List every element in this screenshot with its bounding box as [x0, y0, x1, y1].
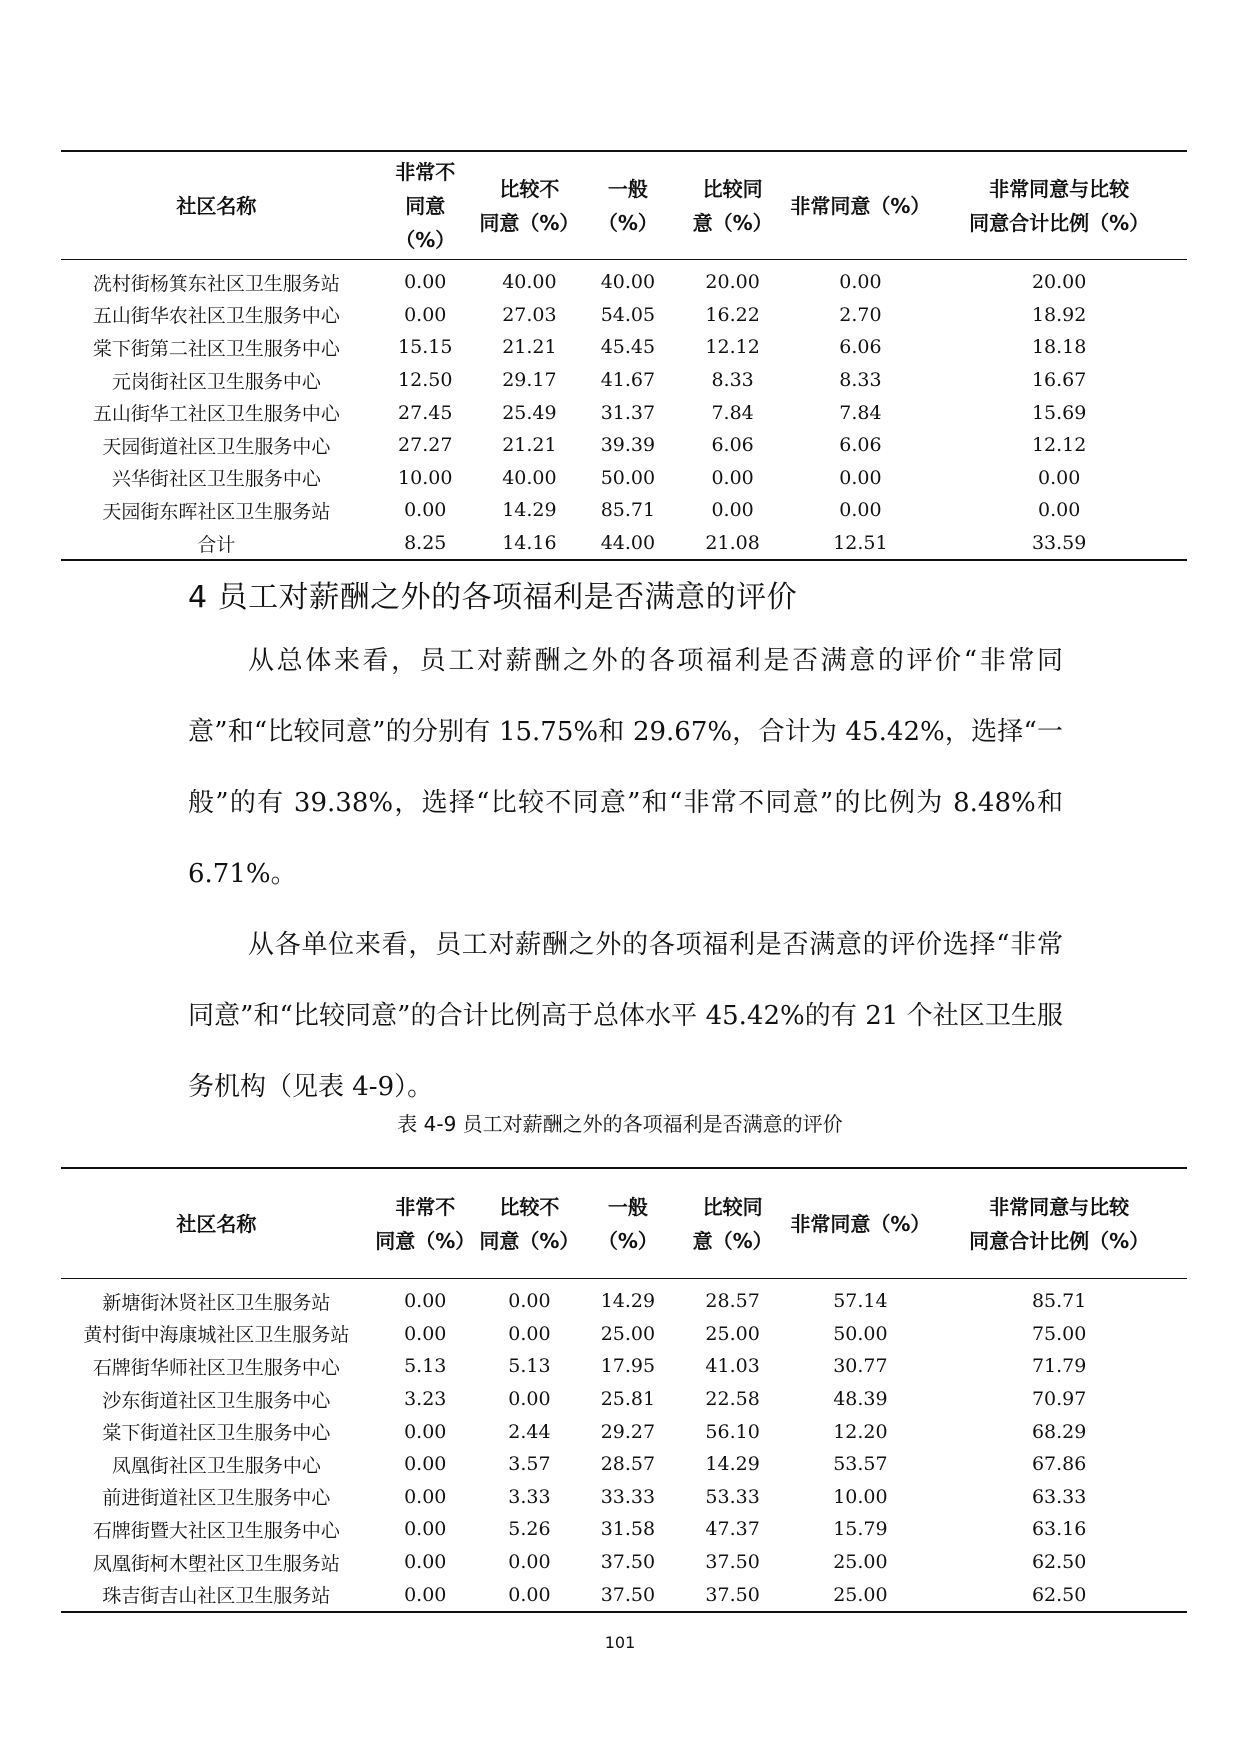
percent-cell: 7.84 [839, 401, 882, 424]
community-name-cell: 凤凰街柯木塱社区卫生服务站 [92, 1552, 340, 1575]
percent-cell: 63.33 [1031, 1485, 1087, 1508]
percent-cell: 27.27 [398, 434, 453, 457]
column-header: 社区名称 [176, 1211, 257, 1236]
table-row [61, 331, 1187, 364]
community-name-cell: 凤凰街社区卫生服务中心 [111, 1454, 321, 1477]
community-name-cell: 石牌街华师社区卫生服务中心 [92, 1356, 340, 1379]
table-row [61, 1415, 1187, 1448]
column-header: 一般 （%） [597, 176, 658, 235]
percent-cell: 10.00 [833, 1485, 888, 1508]
percent-cell: 40.00 [502, 466, 557, 489]
percent-cell: 16.67 [1031, 369, 1087, 392]
percent-cell: 5.13 [404, 1355, 447, 1378]
percent-cell: 37.50 [600, 1551, 656, 1574]
column-header: 一般 （%） [597, 1194, 658, 1253]
percent-cell: 5.26 [508, 1518, 551, 1541]
section-heading: 4 员工对薪酬之外的各项福利是否满意的评价 [188, 580, 798, 615]
percent-cell: 8.33 [839, 369, 882, 392]
percent-cell: 0.00 [711, 499, 754, 522]
percent-cell: 14.29 [705, 1453, 760, 1476]
percent-cell: 2.70 [839, 303, 882, 326]
percent-cell: 0.00 [711, 466, 754, 489]
community-name-cell: 五山街华农社区卫生服务中心 [92, 305, 340, 328]
percent-cell: 85.71 [1031, 1290, 1087, 1313]
percent-cell: 29.17 [502, 369, 557, 392]
percent-cell: 0.00 [404, 1420, 447, 1443]
percent-cell: 40.00 [600, 271, 656, 294]
column-header: 社区名称 [176, 193, 257, 218]
community-name-cell: 沙东街道社区卫生服务中心 [102, 1389, 331, 1412]
percent-cell: 16.22 [705, 303, 760, 326]
percent-cell: 0.00 [508, 1388, 551, 1411]
percent-cell: 0.00 [404, 1485, 447, 1508]
percent-cell: 25.00 [833, 1583, 888, 1606]
table-row [61, 462, 1187, 495]
table-row [61, 1578, 1187, 1612]
percent-cell: 33.59 [1031, 532, 1087, 555]
percent-cell: 0.00 [839, 499, 882, 522]
percent-cell: 6.06 [711, 434, 754, 457]
percent-cell: 0.00 [404, 1453, 447, 1476]
column-header: 非常同意与比较 同意合计比例（%） [969, 1194, 1150, 1253]
percent-cell: 0.00 [508, 1583, 551, 1606]
percent-cell: 0.00 [404, 1290, 447, 1313]
community-name-cell: 石牌街暨大社区卫生服务中心 [92, 1519, 340, 1542]
community-name-cell: 新塘街沐贤社区卫生服务站 [102, 1291, 331, 1314]
percent-cell: 45.45 [600, 336, 656, 359]
percent-cell: 18.92 [1031, 303, 1087, 326]
percent-cell: 3.57 [508, 1453, 551, 1476]
percent-cell: 21.21 [502, 336, 557, 359]
table-row [61, 429, 1187, 462]
percent-cell: 62.50 [1031, 1583, 1087, 1606]
percent-cell: 12.50 [398, 369, 453, 392]
table-row [61, 1279, 1187, 1318]
percent-cell: 20.00 [1031, 271, 1087, 294]
percent-cell: 28.57 [600, 1453, 656, 1476]
data-table-1 [61, 150, 1187, 561]
percent-cell: 31.37 [600, 401, 656, 424]
community-name-cell: 兴华街社区卫生服务中心 [111, 468, 321, 491]
table-row [61, 1513, 1187, 1546]
percent-cell: 15.15 [398, 336, 453, 359]
percent-cell: 8.33 [711, 369, 754, 392]
percent-cell: 5.13 [508, 1355, 551, 1378]
community-name-cell: 棠下街第二社区卫生服务中心 [92, 337, 340, 360]
data-table-2 [61, 1167, 1187, 1613]
community-name-cell: 合计 [197, 533, 236, 556]
percent-cell: 41.67 [600, 369, 656, 392]
percent-cell: 0.00 [404, 303, 447, 326]
table-row [61, 396, 1187, 429]
percent-cell: 27.45 [398, 401, 453, 424]
table-row [61, 494, 1187, 527]
community-name-cell: 前进街道社区卫生服务中心 [102, 1487, 331, 1510]
column-header: 非常同意与比较 同意合计比例（%） [969, 176, 1150, 235]
percent-cell: 62.50 [1031, 1551, 1087, 1574]
percent-cell: 0.00 [508, 1290, 551, 1313]
percent-cell: 37.50 [600, 1583, 656, 1606]
community-name-cell: 黄村街中海康城社区卫生服务站 [83, 1324, 350, 1347]
table-row [61, 1383, 1187, 1416]
column-header: 比较同 意（%） [692, 176, 773, 235]
percent-cell: 50.00 [600, 466, 656, 489]
table-body [61, 260, 1187, 561]
percent-cell: 6.06 [839, 434, 882, 457]
percent-cell: 68.29 [1031, 1420, 1087, 1443]
percent-cell: 15.69 [1031, 401, 1087, 424]
percent-cell: 44.00 [600, 532, 656, 555]
percent-cell: 30.77 [833, 1355, 888, 1378]
percent-cell: 3.33 [508, 1485, 551, 1508]
percent-cell: 12.12 [1031, 434, 1087, 457]
percent-cell: 40.00 [502, 271, 557, 294]
community-name-cell: 珠吉街吉山社区卫生服务站 [102, 1585, 331, 1608]
percent-cell: 54.05 [600, 303, 656, 326]
percent-cell: 21.08 [705, 532, 760, 555]
table-caption: 表 4-9 员工对薪酬之外的各项福利是否满意的评价 [397, 1112, 843, 1136]
column-header: 非常不 同意（%） [375, 1194, 476, 1253]
percent-cell: 0.00 [1038, 499, 1081, 522]
community-name-cell: 元岗街社区卫生服务中心 [111, 370, 321, 393]
community-name-cell: 天园街道社区卫生服务中心 [102, 435, 331, 458]
percent-cell: 63.16 [1031, 1518, 1087, 1541]
percent-cell: 21.21 [502, 434, 557, 457]
percent-cell: 28.57 [705, 1290, 760, 1313]
column-header: 比较不 同意（%） [479, 1194, 580, 1253]
percent-cell: 25.00 [833, 1551, 888, 1574]
percent-cell: 25.00 [705, 1322, 760, 1345]
table-header-row [61, 1168, 1187, 1279]
percent-cell: 29.27 [600, 1420, 656, 1443]
percent-cell: 0.00 [404, 1551, 447, 1574]
percent-cell: 14.29 [600, 1290, 656, 1313]
percent-cell: 2.44 [508, 1420, 551, 1443]
percent-cell: 0.00 [1038, 466, 1081, 489]
percent-cell: 12.51 [833, 532, 888, 555]
table-row [61, 260, 1187, 299]
percent-cell: 25.49 [502, 401, 557, 424]
percent-cell: 25.81 [600, 1388, 656, 1411]
paragraph-overall: 从总体来看，员工对薪酬之外的各项福利是否满意的评价“非常同意”和“比较同意”的分别有 15.75%和 29.67%，合计为 45.42%，选择“一般”的有 39.38%，选择“比较不同意”和“非常不同意”的比例为 8.48%和 6.71%。 [188, 646, 1063, 889]
table-row [61, 364, 1187, 397]
percent-cell: 39.39 [600, 434, 656, 457]
percent-cell: 0.00 [508, 1322, 551, 1345]
percent-cell: 48.39 [833, 1388, 888, 1411]
table-row [61, 1481, 1187, 1514]
percent-cell: 10.00 [398, 466, 453, 489]
percent-cell: 14.16 [502, 532, 557, 555]
percent-cell: 41.03 [705, 1355, 760, 1378]
percent-cell: 12.20 [833, 1420, 888, 1443]
percent-cell: 0.00 [404, 1322, 447, 1345]
paragraph-by-unit: 从各单位来看，员工对薪酬之外的各项福利是否满意的评价选择“非常同意”和“比较同意”的合计比例高于总体水平 45.42%的有 21 个社区卫生服务机构（见表 4-9）。 [188, 930, 1063, 1102]
percent-cell: 71.79 [1031, 1355, 1087, 1378]
percent-cell: 7.84 [711, 401, 754, 424]
table-row [61, 1546, 1187, 1579]
percent-cell: 57.14 [833, 1290, 888, 1313]
community-name-cell: 五山街华工社区卫生服务中心 [92, 403, 340, 426]
page-number: 101 [604, 1633, 636, 1652]
percent-cell: 50.00 [833, 1322, 888, 1345]
community-name-cell: 天园街东晖社区卫生服务站 [102, 500, 331, 523]
percent-cell: 0.00 [404, 499, 447, 522]
column-header: 非常不 同意 （%） [395, 159, 456, 252]
percent-cell: 53.33 [705, 1485, 760, 1508]
percent-cell: 15.79 [833, 1518, 888, 1541]
percent-cell: 18.18 [1031, 336, 1087, 359]
table-header-row [61, 151, 1187, 260]
percent-cell: 70.97 [1031, 1388, 1087, 1411]
table-row [61, 1448, 1187, 1481]
percent-cell: 85.71 [600, 499, 656, 522]
percent-cell: 0.00 [839, 466, 882, 489]
table-row [61, 1350, 1187, 1383]
table-row [61, 527, 1187, 561]
table-continued [61, 150, 1187, 561]
percent-cell: 37.50 [705, 1551, 760, 1574]
percent-cell: 6.06 [839, 336, 882, 359]
percent-cell: 25.00 [600, 1322, 656, 1345]
percent-cell: 47.37 [705, 1518, 760, 1541]
column-header: 比较同 意（%） [692, 1194, 773, 1253]
percent-cell: 27.03 [502, 303, 557, 326]
table-body [61, 1279, 1187, 1612]
community-name-cell: 棠下街道社区卫生服务中心 [102, 1422, 331, 1445]
percent-cell: 14.29 [502, 499, 557, 522]
percent-cell: 33.33 [600, 1485, 656, 1508]
column-header: 非常同意（%） [790, 1211, 931, 1236]
table-row [61, 1318, 1187, 1351]
percent-cell: 0.00 [508, 1551, 551, 1574]
table-row [61, 299, 1187, 332]
percent-cell: 12.12 [705, 336, 760, 359]
percent-cell: 20.00 [705, 271, 760, 294]
percent-cell: 56.10 [705, 1420, 760, 1443]
percent-cell: 3.23 [404, 1388, 447, 1411]
percent-cell: 0.00 [839, 271, 882, 294]
percent-cell: 37.50 [705, 1583, 760, 1606]
table-4-9 [61, 1167, 1187, 1613]
column-header: 比较不 同意（%） [479, 176, 580, 235]
percent-cell: 0.00 [404, 1583, 447, 1606]
percent-cell: 67.86 [1031, 1453, 1087, 1476]
percent-cell: 0.00 [404, 271, 447, 294]
percent-cell: 8.25 [404, 532, 447, 555]
column-header: 非常同意（%） [790, 193, 931, 218]
percent-cell: 17.95 [600, 1355, 656, 1378]
percent-cell: 0.00 [404, 1518, 447, 1541]
percent-cell: 53.57 [833, 1453, 888, 1476]
community-name-cell: 冼村街杨箕东社区卫生服务站 [92, 272, 340, 295]
percent-cell: 22.58 [705, 1388, 760, 1411]
percent-cell: 75.00 [1031, 1322, 1087, 1345]
percent-cell: 31.58 [600, 1518, 656, 1541]
